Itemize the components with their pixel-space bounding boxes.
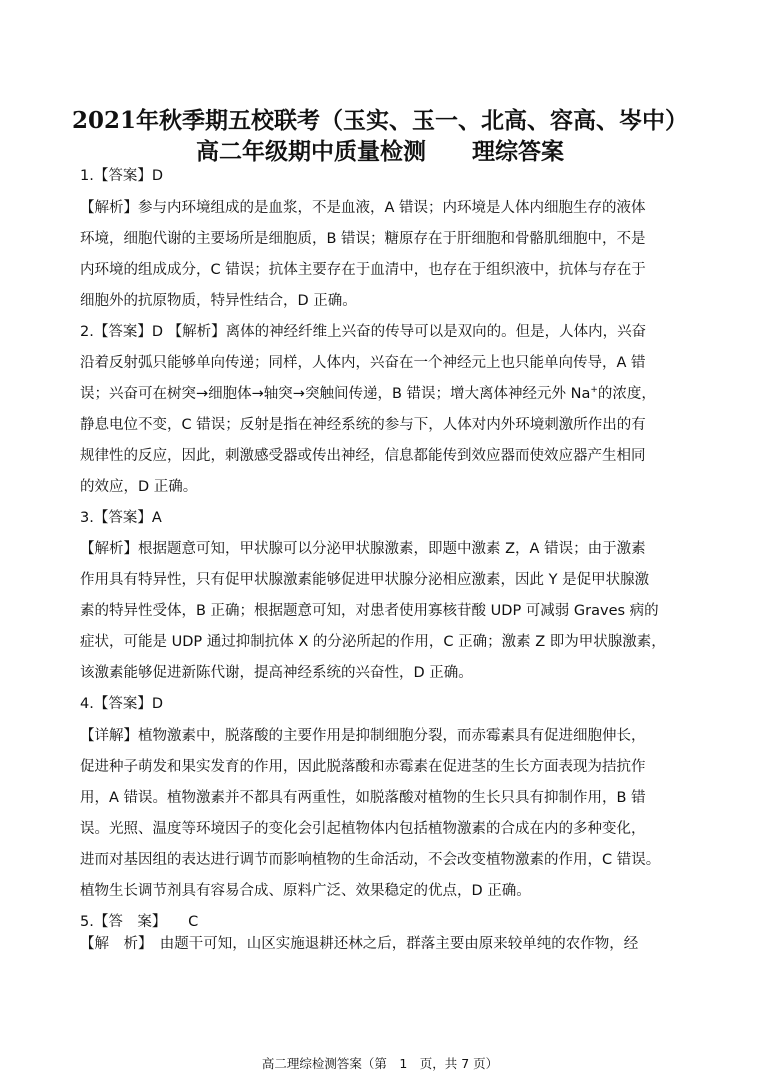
q2-explanation-line: 的效应，D 正确。 (80, 479, 198, 495)
q3-explanation-line: 该激素能够促进新陈代谢，提高神经系统的兴奋性，D 正确。 (80, 665, 473, 681)
page-footer: 高二理综检测答案（第 1 页，共 7 页） (261, 1056, 499, 1071)
q3-explanation-line: 素的特异性受体，B 正确；根据题意可知，对患者使用寡核苷酸 UDP 可减弱 Graves 病的 (80, 603, 659, 619)
q4-explanation-line: 进而对基因组的表达进行调节而影响植物的生命活动，不会改变植物激素的作用，C 错误。 (80, 852, 661, 868)
document-title-line-2: 高二年级期中质量检测 理综答案 (196, 138, 564, 165)
q1-explanation-line: 环境，细胞代谢的主要场所是细胞质，B 错误；糖原存在于肝细胞和骨骼肌细胞中，不是 (80, 231, 646, 247)
document-title-line-1: 2021年秋季期五校联考（玉实、玉一、北高、容高、岑中） (71, 107, 688, 134)
q4-explanation-line: 用，A 错误。植物激素并不都具有两重性，如脱落酸对植物的生长只具有抑制作用，B 错 (80, 790, 646, 806)
q1-explanation-line: 内环境的组成成分，C 错误；抗体主要存在于血清中，也存在于组织液中，抗体与存在于 (80, 262, 646, 278)
q2-explanation-line: 沿着反射弧只能够单向传递；同样，人体内，兴奋在一个神经元上也只能单向传导，A 错 (80, 355, 646, 371)
q2-explanation-line: 静息电位不变，C 错误；反射是指在神经系统的参与下，人体对内外环境刺激所作出的有 (80, 417, 646, 433)
q4-explanation-line: 【详解】植物激素中，脱落酸的主要作用是抑制细胞分裂，而赤霉素具有促进细胞伸长， (80, 728, 646, 744)
q4-explanation-line: 促进种子萌发和果实发育的作用，因此脱落酸和赤霉素在促进茎的生长方面表现为拮抗作 (80, 759, 646, 775)
q3-explanation-line: 【解析】根据题意可知，甲状腺可以分泌甲状腺激素，即题中激素 Z，A 错误；由于激素 (80, 541, 646, 557)
q4-answer: 4.【答案】D (80, 696, 163, 712)
q1-explanation-line: 细胞外的抗原物质，特异性结合，D 正确。 (80, 293, 357, 309)
q2-line3-text: 误；兴奋可在树突→细胞体→轴突→突触间传递，B 错误；增大离体神经元外 Na (80, 386, 591, 402)
q2-explanation-line (80, 384, 690, 404)
q2-answer-and-explanation: 2.【答案】D 【解析】离体的神经纤维上兴奋的传导可以是双向的。但是，人体内，兴奋 (80, 324, 647, 340)
q2-line3-tail: 的浓度， (597, 386, 656, 402)
q1-explanation-line: 【解析】参与内环境组成的是血浆，不是血液，A 错误；内环境是人体内细胞生存的液体 (80, 200, 646, 216)
q5-answer: 5.【答 案】 C (80, 914, 199, 930)
sodium-ion-superscript: + (590, 385, 598, 396)
q4-explanation-line: 植物生长调节剂具有容易合成、原料广泛、效果稳定的优点，D 正确。 (80, 883, 531, 899)
q1-answer: 1.【答案】D (80, 168, 163, 184)
q4-explanation-line: 误。光照、温度等环境因子的变化会引起植物体内包括植物激素的合成在内的多种变化， (80, 821, 646, 837)
q2-explanation-line: 规律性的反应，因此，刺激感受器或传出神经，信息都能传到效应器而使效应器产生相同 (80, 448, 646, 464)
q3-explanation-line: 作用具有特异性，只有促甲状腺激素能够促进甲状腺分泌相应激素，因此 Y 是促甲状腺激 (80, 572, 650, 588)
q3-explanation-line: 症状，可能是 UDP 通过抑制抗体 X 的分泌所起的作用，C 正确；激素 Z 即为甲状腺激素， (80, 634, 666, 650)
q5-explanation-line: 【解 析】 由题干可知，山区实施退耕还林之后，群落主要由原来较单纯的农作物，经 (80, 936, 639, 952)
q3-answer: 3.【答案】A (80, 510, 162, 526)
